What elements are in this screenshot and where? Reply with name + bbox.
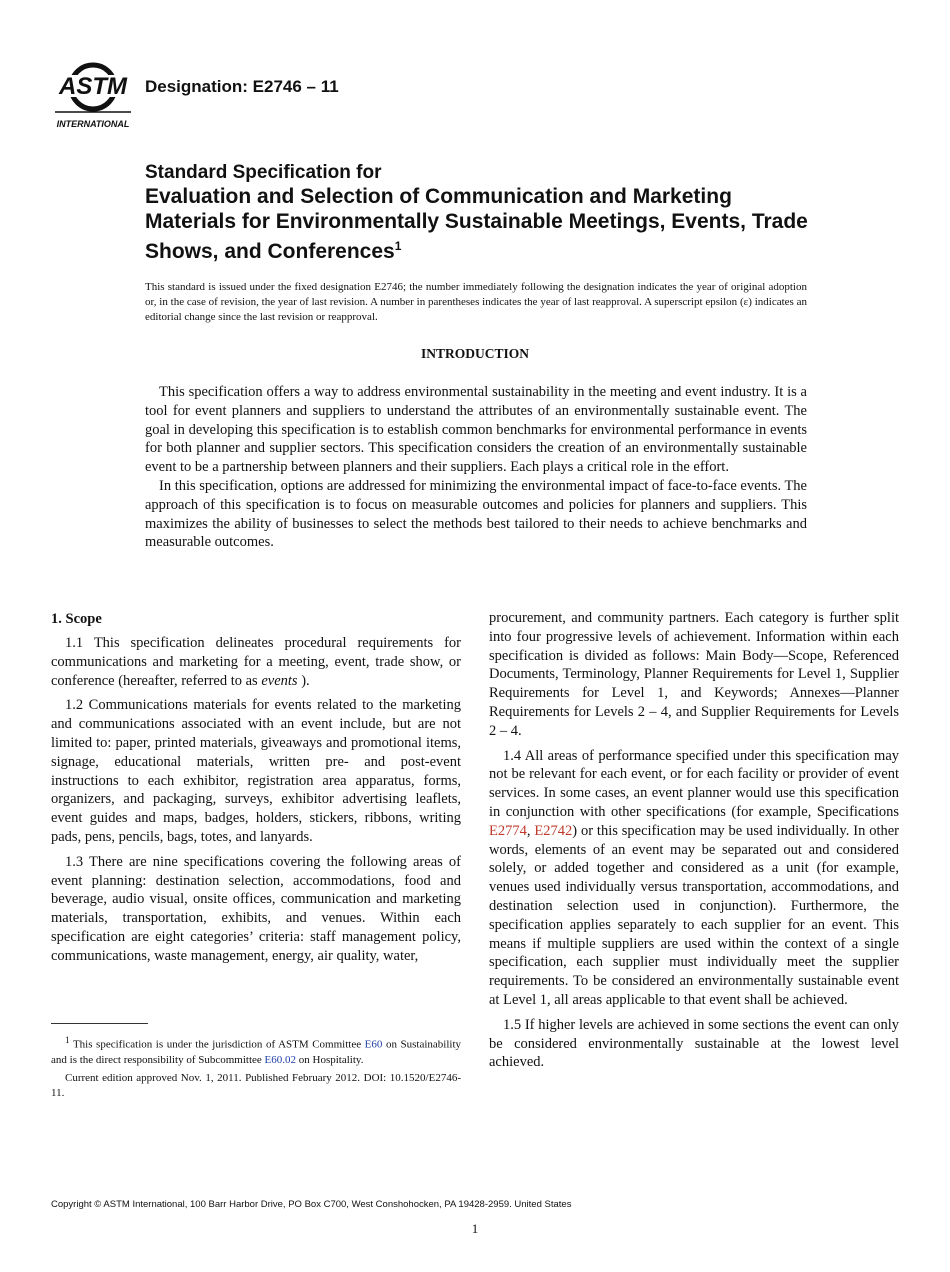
ref-separator: , [526, 822, 535, 839]
ref-e2774-link[interactable]: E2774 [489, 822, 527, 839]
section-1-1-text: 1.1 This specification delineates procedural requirements for communications and marketing for a meeting, event, trade show, or conference (hereafter, referred to as [51, 635, 461, 689]
intro-paragraph: In this specification, options are addressed for minimizing the environmental impact of face-to-face events. The approach of this specification is to focus on measurable outcomes and policies for planners and suppliers. This maximizes the ability of businesses to select the methods best tailored to their needs to achieve benchmarks and measurable outcomes. [145, 477, 807, 551]
document-title [145, 161, 825, 264]
section-1-4 [489, 747, 899, 1010]
scope-heading: 1. Scope [51, 611, 102, 627]
title-main [145, 184, 825, 264]
edition-note: Current edition approved Nov. 1, 2011. Published February 2012. DOI: 10.1520/E2746-11. [51, 1071, 461, 1099]
page-number: 1 [471, 1221, 479, 1236]
section-1-1 [51, 634, 461, 690]
astm-logo [51, 57, 135, 133]
left-column [51, 609, 461, 972]
footnote-1 [51, 1033, 461, 1068]
designation: Designation: E2746 – 11 [145, 77, 339, 96]
section-1-1-end: ). [297, 672, 310, 689]
footnotes [51, 1033, 461, 1104]
footnote-1-text-b: on Sustainability and is the direct responsibility of Subcommittee [51, 1038, 462, 1066]
svg-text:ASTM: ASTM [59, 73, 127, 100]
subcommittee-e60-02-link[interactable]: E60.02 [264, 1053, 297, 1066]
footnote-divider [51, 1023, 148, 1024]
section-1-4-text-a: 1.4 All areas of performance specified under this specification may not be relevant for each event, or for each facility or provider of event services. In some cases, an event planner would use this specification in conjunction with other specifications (for example, Specifications [489, 747, 899, 820]
right-column [489, 609, 899, 1078]
astm-logo-icon [51, 57, 135, 133]
title-main-text: Evaluation and Selection of Communication and Marketing Materials for Environmentally Sustainable Meetings, Events, Trade Shows, and Conferences [145, 185, 808, 263]
section-1-3-continued: procurement, and community partners. Each category is further split into four progressive levels of achievement. Information within each specification is divided as follows: Main Body—Scope, Referenced Documents, Terminology, Planner Requirements for Level 1, Supplier Requirements for Level 1, and Keywords; Annexes—Planner Requirements for Levels 2 – 4, and Supplier Requirements for Levels 2 – 4. [489, 610, 899, 739]
copyright-notice: Copyright © ASTM International, 100 Barr Harbor Drive, PO Box C700, West Conshohocken, PA 19428-2959. United States [51, 1199, 572, 1210]
section-1-3: 1.3 There are nine specifications covering the following areas of event planning: destination selection, accommodations, food and beverage, audio visual, onsite offices, communication and marketing materials, transportation, exhibits, and venues. Within each specification are eight categories’ criteria: staff management policy, communications, waste management, energy, air quality, water, [51, 853, 461, 964]
title-footnote-mark: 1 [394, 239, 402, 253]
footnote-1-text-a: This specification is under the jurisdiction of ASTM Committee [69, 1038, 365, 1051]
section-1-4-text-b: ) or this specification may be used individually. In other words, elements of an event may be separated out and considered solely, or added together and considered as a unit (for example, venues used individually versus transportation, accommodations, and destination selection used in conjunction). Furthermore, the specification applies separately to each supplier for an event. This means if multiple suppliers are used within the context of a single specification, each supplier must individually meet the supplier requirements. To be considered an environmentally sustainable event at Level 1, all areas applicable to that event shall be achieved. [489, 822, 899, 1008]
committee-e60-link[interactable]: E60 [364, 1038, 383, 1051]
svg-text:INTERNATIONAL: INTERNATIONAL [56, 119, 130, 129]
introduction-heading: INTRODUCTION [420, 346, 529, 361]
title-line-1: Standard Specification for [145, 162, 382, 183]
introduction-body [145, 383, 807, 552]
section-1-5: 1.5 If higher levels are achieved in some sections the event can only be considered environmentally sustainable at the lowest level achieved. [489, 1016, 899, 1071]
intro-paragraph: This specification offers a way to address environmental sustainability in the meeting and event industry. It is a tool for event planners and suppliers to understand the attributes of an environmentally sustainable event. The goal in developing this specification is to establish common benchmarks for environmental performance in events for both planner and supplier sectors. This specification considers the creation of an environmentally sustainable event to be a partnership between planners and their suppliers. Each plays a critical role in the effort. [145, 384, 807, 476]
footnote-1-mark: 1 [65, 1035, 70, 1045]
footnote-1-text-c: on Hospitality. [296, 1053, 364, 1066]
ref-e2742-link[interactable]: E2742 [534, 822, 573, 839]
term-events: events [261, 672, 298, 689]
designation-notice: This standard is issued under the fixed designation E2746; the number immediately following the designation indicates the year of original adoption or, in the case of revision, the year of last revision. A number in parentheses indicates the year of last reapproval. A superscript epsilon (ε) indicates an editorial change since the last revision or reapproval. [145, 281, 807, 323]
section-1-2: 1.2 Communications materials for events related to the marketing and communications associated with an event include, but are not limited to: paper, printed materials, giveaways and promotional items, signage, educational materials, written pre- and post-event instructions to each exhibitor, registration area apparatus, forms, organizers, and packaging, surveys, exhibitor advertising leaflets, event guides and maps, badges, holders, stickers, ribbons, writing pads, pens, pencils, bags, totes, and lanyards. [51, 697, 461, 845]
